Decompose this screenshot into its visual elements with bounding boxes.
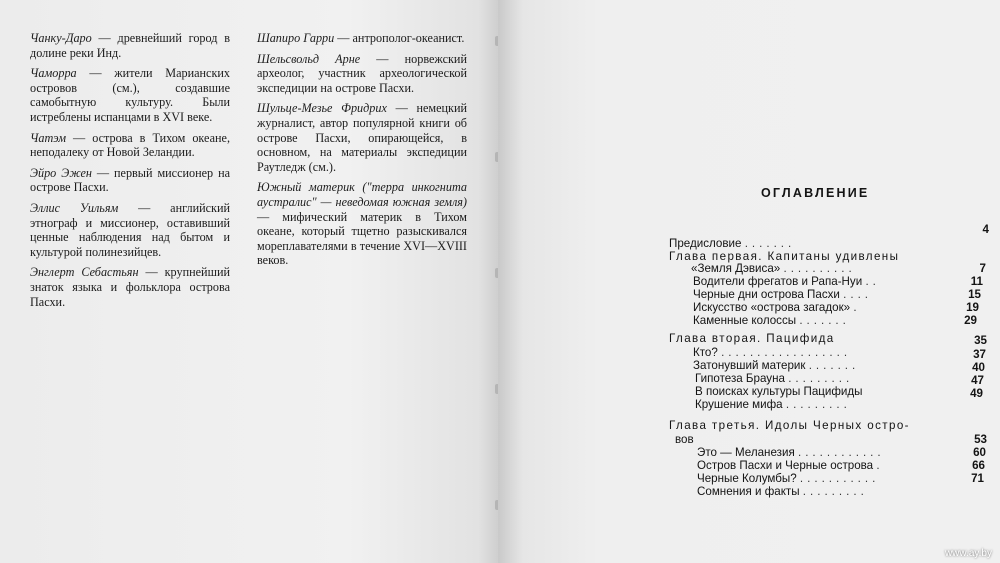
glossary-entry: Шельсвольд Арне — норвежский археолог, участник археологической экспедиции на острове Пасхи.	[257, 51, 467, 95]
toc-entry: Водители фрегатов и Рапа-Нуи ..	[693, 275, 880, 288]
toc-page-number: 4	[982, 223, 989, 236]
toc-page-number: 60	[973, 446, 986, 459]
glossary-entry: Шапиро Гарри — антрополог-океанист.	[257, 31, 465, 45]
toc-page-number: 49	[970, 387, 983, 400]
toc-entry: Предисловие .......	[669, 237, 796, 250]
toc-entry: Каменные колоссы .......	[693, 314, 850, 327]
toc-title: ОГЛАВЛЕНИЕ	[761, 186, 870, 200]
toc-page-number: 35	[974, 334, 987, 347]
toc-chapter: Глава третья. Идолы Черных остро-	[669, 419, 910, 432]
toc-entry: Остров Пасхи и Черные острова .	[697, 459, 884, 472]
toc-chapter: Глава вторая. Пацифида	[669, 332, 835, 345]
glossary-entry: Энглерт Себастьян — крупнейший знаток языка и фольклора острова Пасхи.	[30, 265, 230, 309]
toc-entry: Гипотеза Брауна .........	[695, 372, 854, 385]
toc-page-number: 29	[964, 314, 977, 327]
glossary-entry: Южный материк ("терра инкогнита аустралис" — неведомая южная земля) — мифический материк в Тихом океане, который тщетно разыскивался мореплавателями в течение XVI—XVIII веков.	[257, 180, 467, 268]
glossary-entry: Чанку-Даро — древнейший город в долине реки Инд.	[30, 31, 230, 60]
toc-page-number: 71	[971, 472, 984, 485]
toc-chapter: Глава первая. Капитаны удивлены	[669, 250, 900, 263]
glossary-entry: Шульце-Мезье Фридрих — немецкий журналист, автор популярной книги об острове Пасхи, опирающейся, в основном, на материалы экспедиции Раутледж (см.).	[257, 101, 467, 174]
toc-entry: Кто? ..................	[693, 346, 852, 359]
glossary-column-left	[30, 31, 230, 315]
toc-page-number: 19	[966, 301, 979, 314]
glossary-entry: Чаморра — жители Марианских островов (см.), создавшие самобытную культуру. Были истреблены испанцами в XVI веке.	[30, 66, 230, 124]
left-page	[0, 0, 498, 563]
toc-entry: В поисках культуры Пацифиды	[695, 385, 863, 398]
toc-entry: вов	[675, 433, 694, 446]
right-page	[498, 0, 1000, 563]
glossary-entry: Чатэм — острова в Тихом океане, неподалеку от Новой Зеландии.	[30, 130, 230, 160]
toc-entry: Крушение мифа .........	[695, 398, 851, 411]
watermark: www.ay.by	[944, 548, 992, 559]
toc-entry: Это — Меланезия ............	[697, 446, 885, 459]
glossary-column-right	[257, 31, 467, 274]
toc-page-number: 37	[973, 348, 986, 361]
toc-entry: «Земля Дэвиса» ..........	[691, 262, 856, 275]
toc-entry: Сомнения и факты .........	[697, 485, 868, 498]
toc-entry: Затонувший материк .......	[693, 359, 860, 372]
toc-page-number: 15	[968, 288, 981, 301]
toc-page-number: 11	[970, 275, 983, 288]
toc-page-number: 66	[972, 459, 985, 472]
glossary-entry: Эллис Уильям — английский этнограф и миссионер, оставивший ценные наблюдения над бытом и культурой полинезийцев.	[30, 200, 230, 259]
toc-page-number: 53	[974, 433, 987, 446]
glossary-entry: Эйро Эжен — первый миссионер на острове Пасхи.	[30, 165, 231, 195]
toc-entry: Черные Колумбы? ...........	[697, 472, 880, 485]
toc-entry: Черные дни острова Пасхи ....	[693, 288, 873, 301]
toc-page-number: 40	[972, 361, 985, 374]
toc-page-number: 7	[979, 262, 986, 275]
toc-entry: Искусство «острова загадок» .	[693, 301, 861, 314]
toc-page-number: 47	[971, 374, 984, 387]
